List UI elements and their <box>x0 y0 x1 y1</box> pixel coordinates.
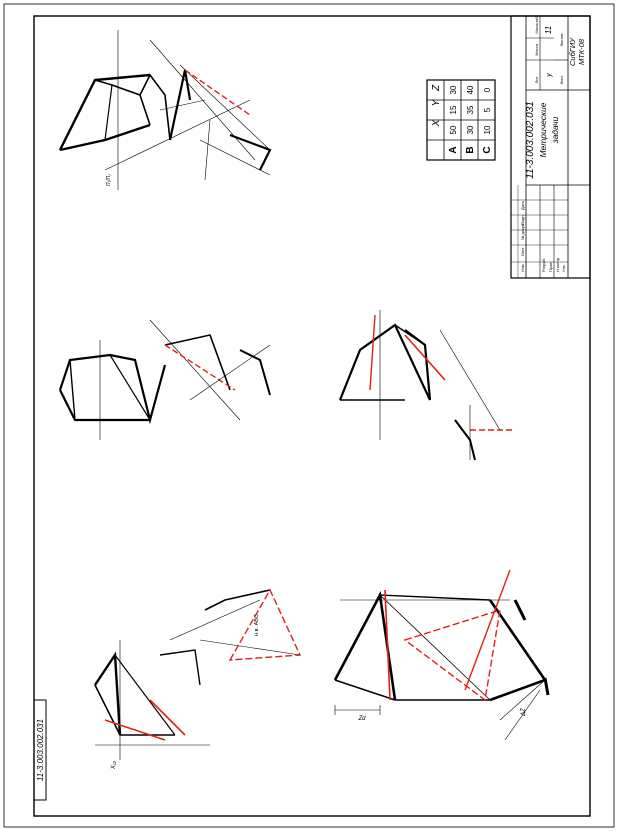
coords-b-x: 30 <box>466 125 475 135</box>
label-nv-abc: н.в. ABC <box>254 614 260 636</box>
head-mass: Масса <box>534 44 539 56</box>
rev-row-8: Утв. <box>561 264 566 272</box>
coords-c-x: 10 <box>483 125 492 135</box>
rev-row-1: Лист <box>520 247 525 256</box>
coords-a-label: A <box>448 146 459 154</box>
coords-head-x: X <box>431 119 442 127</box>
head-sheet: Лист <box>559 75 564 85</box>
sheet-outer-border <box>4 4 614 827</box>
label-axis-x12: X₁₂ <box>111 760 117 770</box>
coords-c-label: C <box>482 146 493 154</box>
rev-row-2: № докум. <box>520 222 525 240</box>
title-line-2: задачи <box>550 116 560 144</box>
coords-a-x: 50 <box>449 125 458 135</box>
rev-row-3: Подп. <box>520 214 525 225</box>
letter-cell: у <box>546 73 553 77</box>
rev-row-4: Дата <box>520 201 525 210</box>
rev-row-6: Пров. <box>548 261 553 272</box>
coords-b-z: 40 <box>466 85 475 95</box>
coords-c-z: 0 <box>483 87 492 93</box>
label-zd: Zd <box>358 716 366 722</box>
figure-bottom-right <box>335 570 548 740</box>
label-dz: ΔZ <box>521 708 527 716</box>
rev-row-7: Н.контр. <box>555 256 560 272</box>
label-axis-p1p2: П₁/П₂ <box>106 173 112 187</box>
coords-head-y: Y <box>431 99 442 107</box>
figure-middle-right <box>340 310 515 460</box>
corner-doc-code: 11-3.003.002.031 <box>36 718 45 782</box>
coords-a-z: 30 <box>449 85 458 95</box>
doc-code: 11-3.003.002.031 <box>525 101 536 179</box>
figure-bottom-left <box>95 590 300 760</box>
coords-b-y: 35 <box>466 105 475 115</box>
head-sheets: Листов <box>559 33 564 47</box>
sheet-number: 11 <box>544 25 553 35</box>
org-line-1: СибГИУ <box>568 37 577 67</box>
title-line-1: Метрические <box>538 102 548 158</box>
coords-b-label: B <box>465 146 476 154</box>
rev-row-0: Изм <box>520 264 525 272</box>
coords-a-y: 15 <box>449 105 458 115</box>
head-lit: Лит <box>534 76 539 84</box>
head-scale: Масштаб <box>534 16 539 34</box>
org-line-2: МТК-08 <box>577 38 586 66</box>
coords-c-y: 5 <box>483 107 492 113</box>
figure-middle-left <box>60 320 270 440</box>
figure-top <box>60 30 270 190</box>
coords-head-z: Z <box>431 84 442 92</box>
rev-row-5: Разраб. <box>541 257 546 272</box>
